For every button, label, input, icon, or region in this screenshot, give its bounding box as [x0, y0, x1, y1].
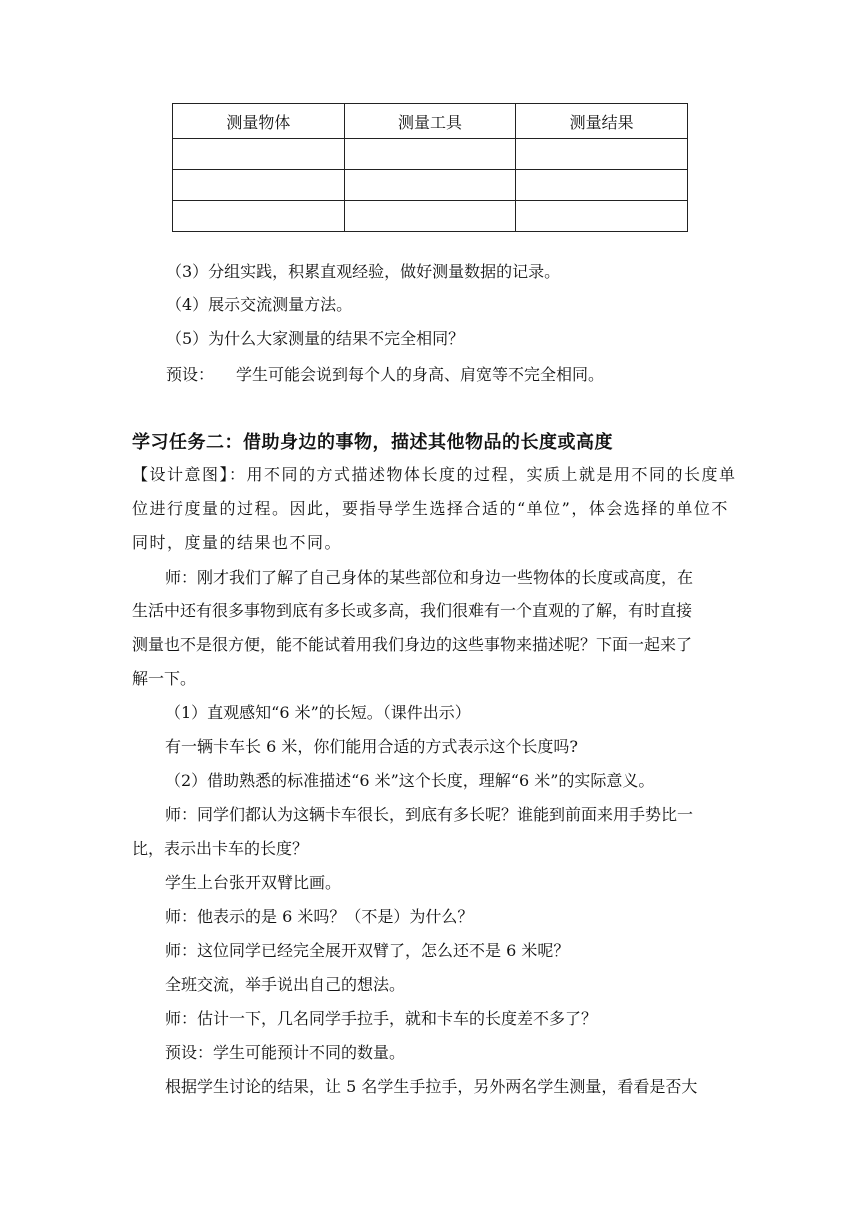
preset-text: 学生可能会说到每个人的身高、肩宽等不完全相同。 [236, 365, 605, 384]
table-header-row [173, 104, 688, 139]
task-2-heading: 学习任务二：借助身边的事物，描述其他物品的长度或高度 [132, 432, 613, 453]
table-cell [344, 201, 516, 232]
table-header-cell: 测量工具 [344, 104, 516, 139]
table-header-cell: 测量结果 [516, 104, 688, 139]
paragraph-line: 师：他表示的是 6 米吗？（不是）为什么？ [165, 907, 474, 926]
table-cell [516, 139, 688, 170]
table-cell [173, 139, 345, 170]
table-cell [344, 139, 516, 170]
step-1: （1）直观感知“6 米”的长短。（课件出示） [165, 703, 471, 722]
measurement-table [172, 103, 688, 232]
design-intent-line: 同时，度量的结果也不同。 [132, 533, 343, 552]
paragraph-line: 师：刚才我们了解了自己身体的某些部位和身边一些物体的长度或高度，在 [165, 568, 694, 587]
preset-label: 预设： [166, 365, 215, 384]
table-row [173, 139, 688, 170]
paragraph-line: 解一下。 [132, 669, 197, 688]
preset-line [166, 365, 604, 385]
table-cell [173, 170, 345, 201]
paragraph-line: 师：这位同学已经完全展开双臂了，怎么还不是 6 米呢？ [165, 941, 570, 960]
paragraph-line: 比，表示出卡车的长度？ [132, 839, 309, 858]
paragraph-line: 生活中还有很多事物到底有多长或多高，我们很难有一个直观的了解，有时直接 [132, 601, 693, 620]
design-intent-line: 位进行度量的过程。因此，要指导学生选择合适的“单位”，体会选择的单位不 [132, 499, 729, 518]
table-cell [516, 170, 688, 201]
step-5: （5）为什么大家测量的结果不完全相同？ [166, 329, 465, 348]
step-4: （4）展示交流测量方法。 [166, 295, 353, 314]
paragraph-line: 根据学生讨论的结果，让 5 名学生手拉手，另外两名学生测量，看看是否大 [165, 1077, 698, 1096]
table-cell [173, 201, 345, 232]
table-cell [344, 170, 516, 201]
paragraph-line: 学生上台张开双臂比画。 [165, 873, 342, 892]
paragraph-line: 师：同学们都认为这辆卡车很长，到底有多长呢？谁能到前面来用手势比一 [165, 805, 694, 824]
design-intent-line: 【设计意图】：用不同的方式描述物体长度的过程，实质上就是用不同的长度单 [132, 465, 737, 484]
paragraph-line: 全班交流，举手说出自己的想法。 [165, 975, 406, 994]
paragraph-line: 师：估计一下，几名同学手拉手，就和卡车的长度差不多了？ [165, 1009, 598, 1028]
step-1-text: 有一辆卡车长 6 米，你们能用合适的方式表示这个长度吗? [165, 737, 578, 756]
table-row [173, 201, 688, 232]
paragraph-line: 测量也不是很方便，能不能试着用我们身边的这些事物来描述呢？下面一起来了 [132, 635, 693, 654]
table-row [173, 170, 688, 201]
step-3: （3）分组实践，积累直观经验，做好测量数据的记录。 [166, 262, 561, 281]
table-cell [516, 201, 688, 232]
table-header-cell: 测量物体 [173, 104, 345, 139]
step-2: （2）借助熟悉的标准描述“6 米”这个长度，理解“6 米”的实际意义。 [165, 771, 655, 790]
paragraph-line: 预设：学生可能预计不同的数量。 [165, 1043, 406, 1062]
